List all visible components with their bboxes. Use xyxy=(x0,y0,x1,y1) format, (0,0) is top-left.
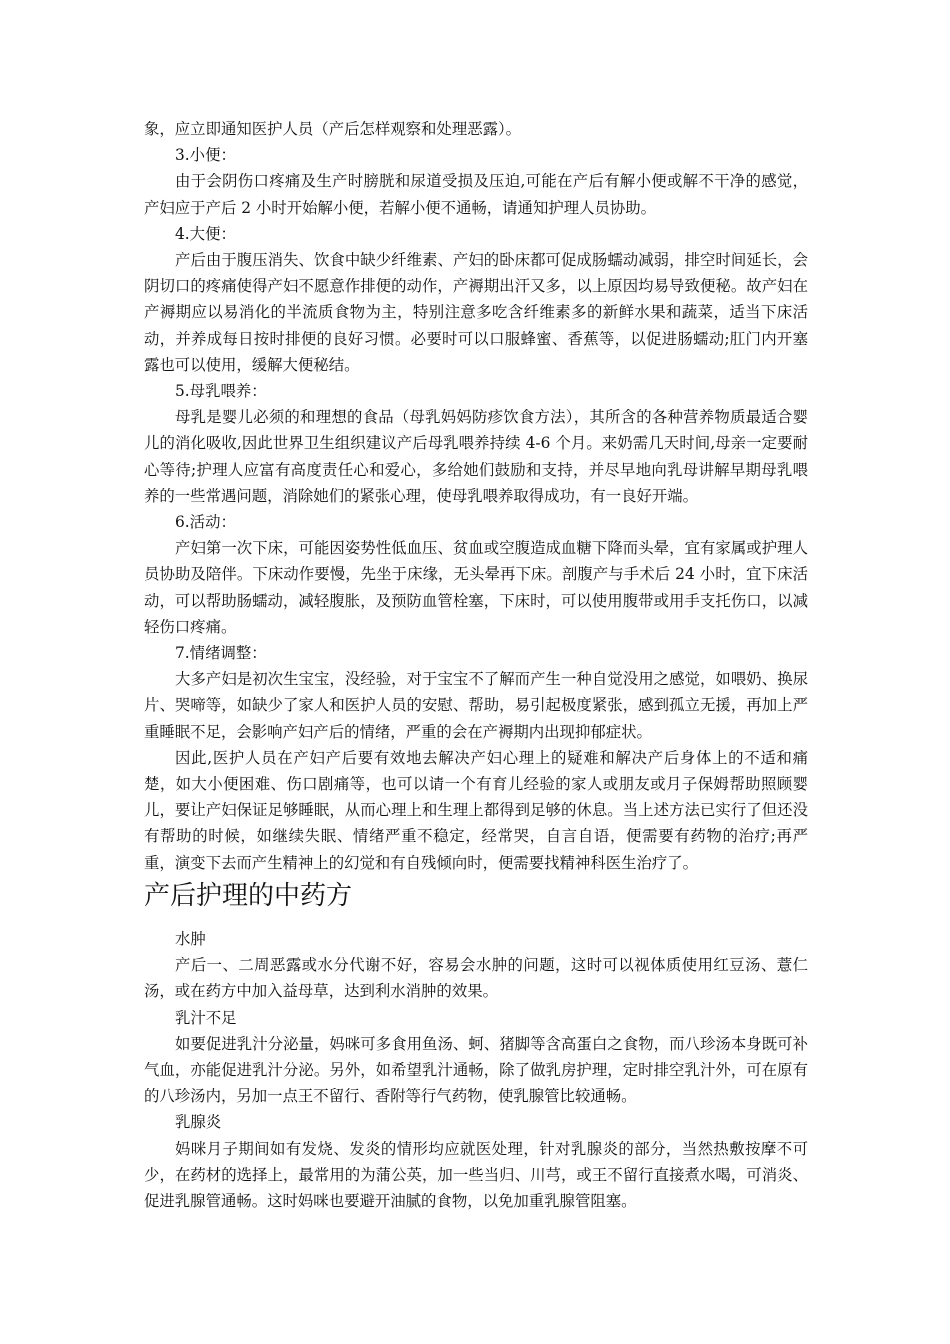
section-heading-urination: 3.小便： xyxy=(175,146,236,165)
tcm-heading-edema: 水肿 xyxy=(175,929,206,948)
section-heading-breastfeeding: 5.母乳喂养： xyxy=(175,382,267,401)
section-paragraph-bowel: 产后由于腹压消失、饮食中缺少纤维素、产妇的卧床都可促成肠蠕动减弱，排空时间延长，会阴切口的疼痛使得产妇不愿意作排便的动作，产褥期出汗又多，以上原因均易导致便秘。故产妇在产褥期应以易消化的半流质食物为主，特别注意多吃含纤维素多的新鲜水果和蔬菜，适当下床活动，并养成每日按时排便的良好习惯。必要时可以口服蜂蜜、香蕉等，以促进肠蠕动;肛门内开塞露也可以使用，缓解大便秘结。 xyxy=(144,251,808,374)
section-heading-activity: 6.活动： xyxy=(175,513,236,532)
section-paragraph-activity: 产妇第一次下床，可能因姿势性低血压、贫血或空腹造成血糖下降而头晕，宜有家属或护理人员协助及陪伴。下床动作要慢，先坐于床缘，无头晕再下床。剖腹产与手术后 24 小时，宜下床活动，可以帮助肠蠕动，减轻腹胀，及预防血管栓塞，下床时，可以使用腹带或用手支托伤口，以减轻伤口疼痛。 xyxy=(144,539,808,636)
section-paragraph-emotion-2: 因此,医护人员在产妇产后要有效地去解决产妇心理上的疑难和解决产后身体上的不适和痛楚，如大小便困难、伤口剧痛等，也可以请一个有育儿经验的家人或朋友或月子保姆帮助照顾婴儿，要让产妇保证足够睡眠，从而心理上和生理上都得到足够的休息。当上述方法已实行了但还没有帮助的时候，如继续失眠、情绪严重不稳定，经常哭，自言自语，便需要有药物的治疗;再严重，演变下去而产生精神上的幻觉和有自残倾向时，便需要找精神科医生治疗了。 xyxy=(144,748,808,872)
section-heading-emotion: 7.情绪调整： xyxy=(175,644,267,663)
document-page xyxy=(144,116,808,1214)
section-paragraph-breastfeeding: 母乳是婴儿必须的和理想的食品（母乳妈妈防疹饮食方法），其所含的各种营养物质最适合婴儿的消化吸收,因此世界卫生组织建议产后母乳喂养持续 4-6 个月。来奶需几天时间,母亲一定要耐心等待;护理人应富有高度责任心和爱心，多给她们鼓励和支持，并尽早地向乳母讲解早期母乳喂养的一些常遇问题，消除她们的紧张心理，使母乳喂养取得成功，有一良好开端。 xyxy=(144,408,808,505)
section-paragraph-urination: 由于会阴伤口疼痛及生产时膀胱和尿道受损及压迫,可能在产后有解小便或解不干净的感觉，产妇应于产后 2 小时开始解小便，若解小便不通畅，请通知护理人员协助。 xyxy=(144,172,808,217)
page-title: 产后护理的中药方 xyxy=(144,880,353,911)
tcm-paragraph-mastitis: 妈咪月子期间如有发烧、发炎的情形均应就医处理，针对乳腺炎的部分，当然热敷按摩不可少，在药材的选择上，最常用的为蒲公英，加一些当归、川芎，或王不留行直接煮水喝，可消炎、促进乳腺管通畅。这时妈咪也要避开油腻的食物，以免加重乳腺管阻塞。 xyxy=(144,1139,808,1210)
intro-line: 象，应立即通知医护人员（产后怎样观察和处理恶露）。 xyxy=(144,120,522,138)
section-paragraph-emotion-1: 大多产妇是初次生宝宝，没经验，对于宝宝不了解而产生一种自觉没用之感觉，如喂奶、换尿片、哭啼等，如缺少了家人和医护人员的安慰、帮助，易引起极度紧张，感到孤立无援，再加上严重睡眠不足，会影响产妇产后的情绪，严重的会在产褥期内出现抑郁症状。 xyxy=(144,670,808,741)
tcm-paragraph-low-milk: 如要促进乳汁分泌量，妈咪可多食用鱼汤、蚵、猪脚等含高蛋白之食物，而八珍汤本身既可补气血，亦能促进乳汁分泌。另外，如希望乳汁通畅，除了做乳房护理，定时排空乳汁外，可在原有的八珍汤内，另加一点王不留行、香附等行气药物，使乳腺管比较通畅。 xyxy=(144,1034,808,1106)
tcm-paragraph-edema: 产后一、二周恶露或水分代谢不好，容易会水肿的问题，这时可以视体质使用红豆汤、薏仁汤，或在药方中加入益母草，达到利水消肿的效果。 xyxy=(144,956,808,1001)
tcm-heading-low-milk: 乳汁不足 xyxy=(175,1008,237,1027)
section-heading-bowel: 4.大便： xyxy=(175,224,236,243)
tcm-heading-mastitis: 乳腺炎 xyxy=(175,1113,222,1132)
